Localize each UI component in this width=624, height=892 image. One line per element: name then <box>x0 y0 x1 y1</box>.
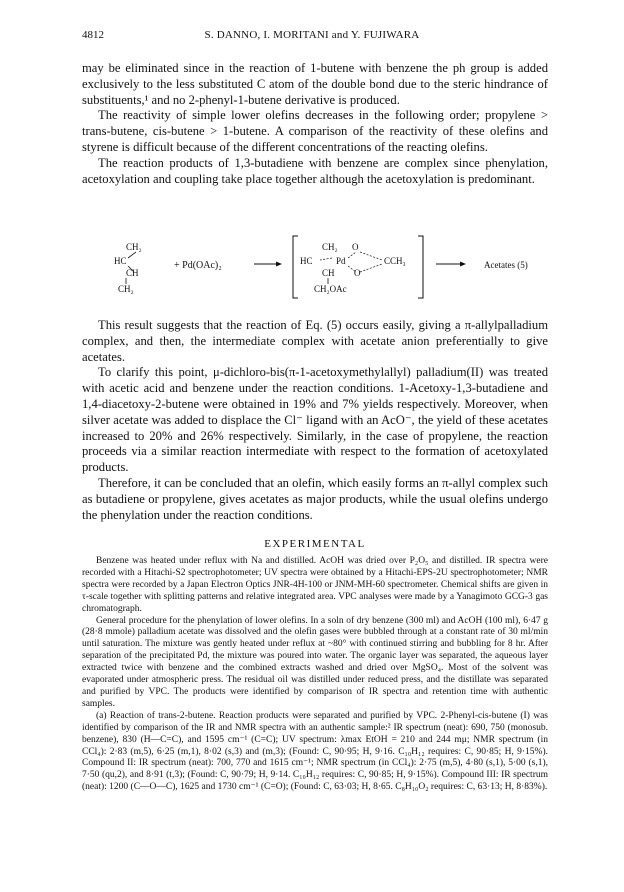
bond-line <box>360 264 382 272</box>
section-heading: EXPERIMENTAL <box>264 538 366 550</box>
arrow-head-icon <box>276 262 282 267</box>
bracket-right <box>418 236 423 298</box>
page-number: 4812 <box>82 29 104 41</box>
reagent-label: + Pd(OAc)₂ <box>174 260 222 271</box>
paragraph: The reaction products of 1,3-butadiene with benzene are complex since phenylation, acetoxylation and coupling take place together although the acetoxylation is predominant. <box>82 155 548 186</box>
complex-group: CH <box>322 268 335 278</box>
paragraph: To clarify this point, μ-dichloro-bis(π-1-acetoxymethylallyl) palladium(II) was treated with acetic acid and benzene under the reaction conditions. 1-Acetoxy-1,3-butadiene and 1,4-diacetoxy-2-butene were obtained in 19% and 7% yields respectively. Moreover, when silver acetate was added to displace the Cl⁻ ligand with an AcO⁻, the yield of these acetates increased to 20% and 26% respectively. Similarly, in the case of propylene, the reaction proceeds via a similar reaction intermediate with respect to the formation of acetoxylated products. <box>82 365 548 475</box>
palladium-label: Pd <box>336 256 346 266</box>
paragraph: may be eliminated since in the reaction of 1-butene with benzene the ph group is added exclusively to the less substituted C atom of the double bond due to the steric hindrance of substituents,¹ and no 2-phenyl-1-butene derivative is produced. <box>82 61 548 107</box>
experimental-paragraph: General procedure for the phenylation of lower olefins. In a soln of dry benzene (300 ml) and AcOH (100 ml), 6·47 g (28·8 mmole) palladium acetate was dissolved and the olefin gases were bubbled through at a constant rate of 30 ml/min until saturation. The mixture was gently heated under reflux at ~80° with continued stirring and bubbling for 8 hr. After separation of the precipitated Pd, the mixture was poured into water. The organic layer was separated, the aqueous layer extracted twice with benzene and the combined extracts washed and dried over MgSO₄. Most of the solvent was evaporated under atmospheric press. The residual oil was distilled under reduced press, and the distillate was separated and purified by VPC. The products were identified by comparison of IR spectra and retention time with authentic samples. <box>82 615 548 709</box>
complex-group: CH₂OAc <box>314 284 347 294</box>
body-text-bottom <box>82 318 548 523</box>
bracket-left <box>293 236 298 298</box>
scheme-group: HC <box>114 256 127 266</box>
paragraph: This result suggests that the reaction of Eq. (5) occurs easily, giving a π-allylpalladium complex, and then, the intermediate complex with acetate anion preferentially to give acetates. <box>82 318 548 364</box>
bond-line <box>348 252 356 258</box>
complex-group: O <box>352 242 359 252</box>
bond-line <box>128 252 136 258</box>
arrow-head-icon <box>460 262 466 267</box>
scheme-group: CH <box>126 268 139 278</box>
complex-group: CH₂ <box>322 242 338 252</box>
complex-group: HC <box>300 256 313 266</box>
bond-line <box>320 258 332 260</box>
experimental-paragraph: Benzene was heated under reflux with Na and distilled. AcOH was dried over P₂O₅ and distilled. IR spectra were recorded with a Hitachi-S2 spectrophotometer; UV spectra were obtained by a Hitachi-EPS-2U spectrophotometer; NMR spectra were recorded by a Japan Electron Optics JNR-4H-100 or JNM-MH-60 spectrometer. Chemical shifts are given in τ-scale together with splitting patterns and relative integrated area. VPC analyses were made by a Yanagimoto GCG-3 gas chromatograph. <box>82 556 548 614</box>
reaction-scheme <box>114 230 554 310</box>
running-title: S. DANNO, I. MORITANI and Y. FUJIWARA <box>204 29 420 41</box>
complex-group: CCH₃ <box>384 256 406 266</box>
product-label: Acetates (5) <box>484 260 528 270</box>
scheme-group: CH₂ <box>118 284 134 294</box>
experimental-paragraph: (a) Reaction of trans-2-butene. Reaction products were separated and purified by VPC. 2-Phenyl-cis-butene (I) was identified by comparison of the IR and NMR spectra with an authentic sample:² IR spectrum (neat): 690, 750 (monosub. benzene), 830 (H—C=C), and 1595 cm⁻¹ (C=C); UV spectrum: λmax EtOH = 210 and 244 mμ; NMR spectrum (in CCl₄): 2·83 (m,5), 6·25 (m,1), 8·02 (s,3) and (m,3); (Found: C, 90·95; H, 9·16. C₁₀H₁₂ requires: C, 90·85; H, 9·15%). Compound II: IR spectrum (neat): 700, 770 and 1615 cm⁻¹; NMR spectrum (in CCl₄): 2·75 (m,5), 4·80 (s,1), 5·00 (s,1), 7·50 (qu,2), and 8·91 (t,3); (Found: C, 90·79; H, 9·14. C₁₀H₁₂ requires: C, 90·85; H, 9·15%). Compound III: IR spectrum (neat): 1200 (C—O—C), 1625 and 1730 cm⁻¹ (C=O); (Found: C, 63·03; H, 8·65. C₈H₁₀O₂ requires: C, 63·13; H, 8·83%). <box>82 710 548 793</box>
paragraph: Therefore, it can be concluded that an olefin, which easily forms an π-allyl complex such as butadiene or propylene, gives acetates as major products, while the usual olefins undergo the phenylation under the reaction conditions. <box>82 475 548 522</box>
complex-group: O <box>354 268 361 278</box>
scheme-group: CH₂ <box>126 242 142 252</box>
bond-line <box>360 252 382 260</box>
body-text-top <box>82 61 548 187</box>
page-header <box>82 29 542 45</box>
experimental-section <box>82 556 548 794</box>
paragraph: The reactivity of simple lower olefins decreases in the following order; propylene > trans-butene, cis-butene > 1-butene. A comparison of the reactivity of these olefins and styrene is difficult because of the different concentrations of the reacting olefins. <box>82 108 548 154</box>
